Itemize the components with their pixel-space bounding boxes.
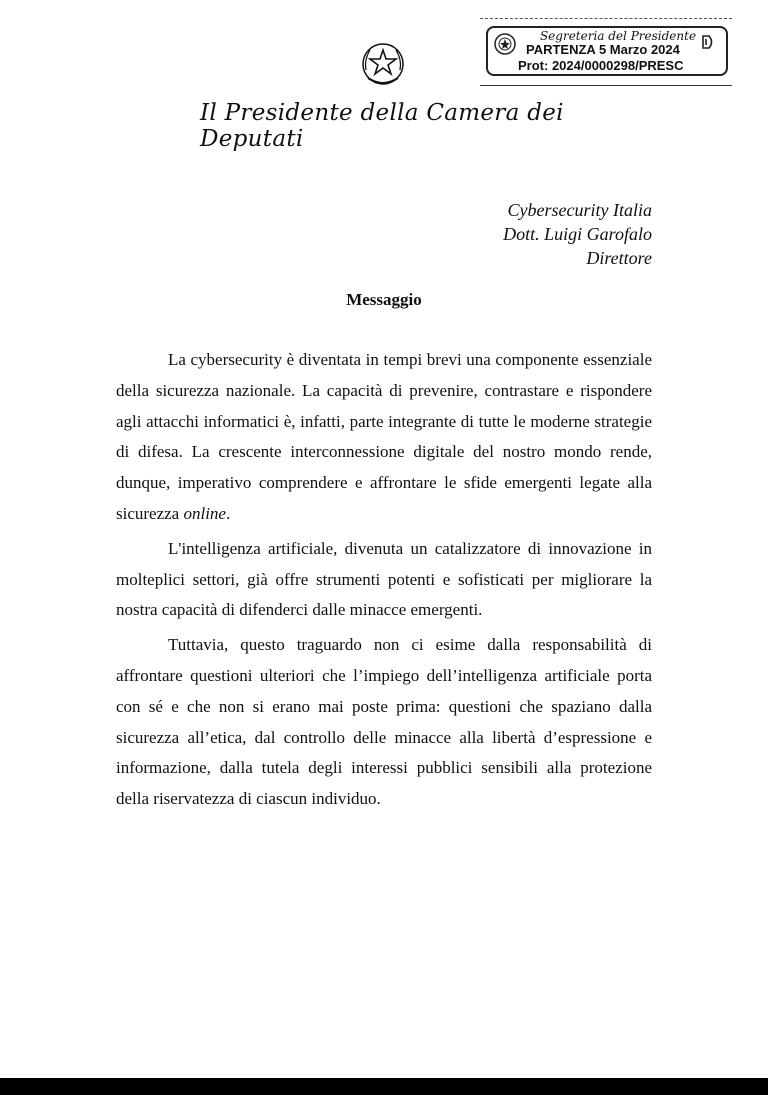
recipient-block bbox=[503, 198, 652, 270]
italian-republic-emblem bbox=[360, 40, 406, 90]
seal-icon bbox=[494, 33, 516, 55]
scan-bottom-edge bbox=[0, 1078, 768, 1095]
chamber-logo-icon bbox=[700, 34, 716, 50]
stamp-protocol-number: Prot: 2024/0000298/PRESC bbox=[518, 58, 684, 73]
stamp-departure-date: PARTENZA 5 Marzo 2024 bbox=[526, 42, 680, 57]
stamp-office-name: Segreteria del Presidente bbox=[539, 29, 697, 43]
recipient-organization: Cybersecurity Italia bbox=[507, 200, 652, 220]
recipient-name: Dott. Luigi Garofalo bbox=[503, 224, 652, 244]
message-body bbox=[116, 345, 652, 819]
paragraph-3: Tuttavia, questo traguardo non ci esime dalla responsabilità di affrontare questioni ulteriori che l’impiego dell’intelligenza artificiale porta con sé e che non si erano mai poste prima: questioni che spaziano dalla sicurezza all’etica, dal controllo delle minacce alla libertà d’espressione e informazione, dalla tutela degli interessi pubblici sensibili alla protezione della riservatezza di ciascun individuo. bbox=[116, 635, 652, 809]
recipient-role: Direttore bbox=[586, 248, 652, 268]
paragraph-1-emphasis: online bbox=[183, 503, 226, 523]
document-title: Messaggio bbox=[346, 290, 422, 309]
paragraph-1-end: . bbox=[225, 503, 231, 523]
protocol-stamp bbox=[486, 26, 728, 76]
paragraph-2: L'intelligenza artificiale, divenuta un catalizzatore di innovazione in molteplici settori, già offre strumenti potenti e sofisticati per migliorare la nostra capacità di difenderci dalle minacce emergenti. bbox=[116, 538, 652, 620]
paragraph-1-text: La cybersecurity è diventata in tempi brevi una componente essenziale della sicurezza nazionale. La capacità di prevenire, contrastare e rispondere agli attacchi informatici è, infatti, parte integrante di tutte le moderne strategie di difesa. La crescente interconnessione digitale del nostro mondo rende, dunque, imperativo comprendere e affrontare le sfide emergenti legate alla sicurezza bbox=[116, 350, 652, 523]
letterhead-title: Il Presidente della Camera dei Deputati bbox=[200, 100, 564, 152]
paragraph-1 bbox=[116, 345, 652, 530]
